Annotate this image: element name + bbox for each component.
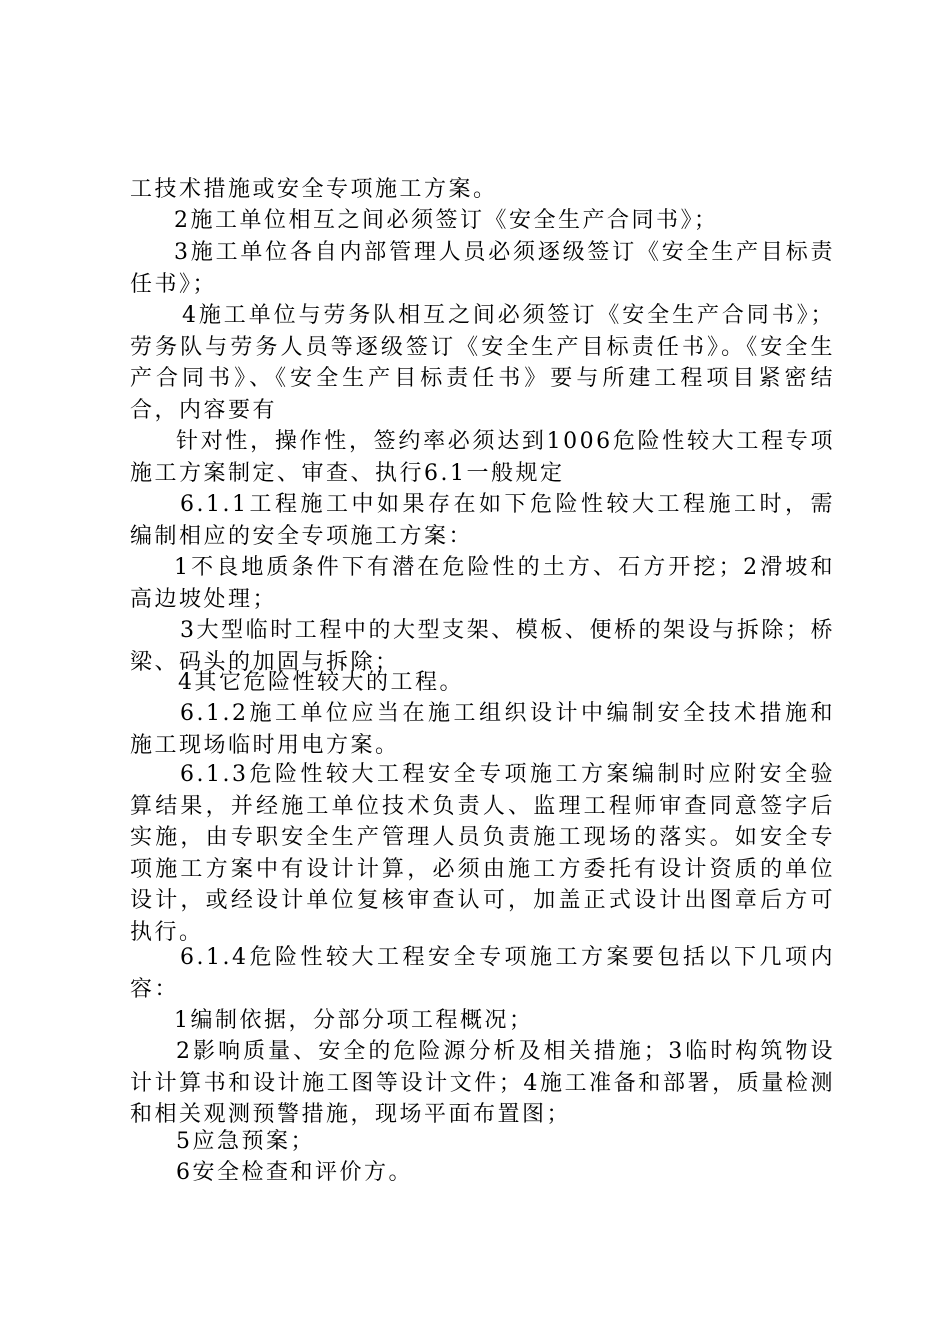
paragraph-clause-6-1-3: 6.1.3危险性较大工程安全专项施工方案编制时应附安全验算结果，并经施工单位技术负责人、监理工程师审查同意签字后实施，由专职安全生产管理人员负责施工现场的落实。如安全专项施工方案中有设计计算，必须由施工方委托有设计资质的单位设计，或经设计单位复核审查认可，加盖正式设计出图章后方可执行。 <box>130 762 835 945</box>
paragraph-clause-6-1-2: 6.1.2施工单位应当在施工组织设计中编制安全技术措施和施工现场临时用电方案。 <box>130 701 835 758</box>
paragraph-item-2: 2施工单位相互之间必须签订《安全生产合同书》； <box>174 208 719 233</box>
paragraph-clause-6-1-1: 6.1.1工程施工中如果存在如下危险性较大工程施工时，需编制相应的安全专项施工方案： <box>130 492 835 549</box>
paragraph-item-5: 针对性，操作性，签约率必须达到1006危险性较大工程专项施工方案制定、审查、执行6.1一般规定 <box>130 429 835 486</box>
paragraph-item-4: 4施工单位与劳务队相互之间必须签订《安全生产合同书》；劳务队与劳务人员等逐级签订《安全生产目标责任书》。《安全生产合同书》、《安全生产目标责任书》要与所建工程项目紧密结合，内容要有 <box>130 303 835 423</box>
paragraph-content-item-1: 1编制依据，分部分项工程概况； <box>174 1008 534 1033</box>
paragraph-content-item-6: 6安全检查和评价方。 <box>176 1160 413 1185</box>
paragraph-item-3: 3施工单位各自内部管理人员必须逐级签订《安全生产目标责任书》； <box>130 240 835 297</box>
paragraph-content-item-2: 2影响质量、安全的危险源分析及相关措施；3临时构筑物设计计算书和设计施工图等设计文件；4施工准备和部署，质量检测和相关观测预警措施，现场平面布置图； <box>130 1039 835 1127</box>
paragraph-clause-6-1-4: 6.1.4危险性较大工程安全专项施工方案要包括以下几项内容： <box>130 945 835 1002</box>
paragraph-clause-item-4: 4其它危险性较大的工程。 <box>178 670 464 695</box>
paragraph-content-item-5: 5应急预案； <box>176 1129 315 1154</box>
paragraph-clause-item-1: 1不良地质条件下有潜在危险性的土方、石方开挖；2滑坡和高边坡处理； <box>130 555 835 612</box>
paragraph-clause-item-3: 3大型临时工程中的大型支架、模板、便桥的架设与拆除；桥梁、码头的加固与拆除； <box>130 618 835 675</box>
paragraph-continuation: 工技术措施或安全专项施工方案。 <box>130 177 498 202</box>
